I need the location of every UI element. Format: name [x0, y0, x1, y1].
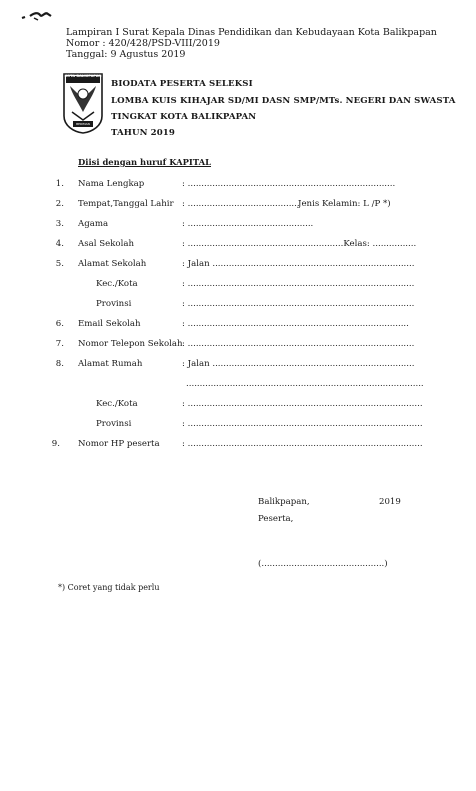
form-row: [0, 419, 476, 433]
form-row: [0, 199, 476, 213]
form-row: [0, 399, 476, 413]
row-fill-line[interactable]: : ......................................................................................: [182, 399, 423, 409]
row-fill-line[interactable]: : ......................................................................................: [182, 419, 423, 429]
title-line-3: TINGKAT KOTA BALIKPAPAN: [111, 112, 257, 122]
instruction-capital-letters: Diisi dengan huruf KAPITAL: [78, 157, 212, 167]
row-number: 2.: [55, 199, 64, 209]
row-fill-line[interactable]: : ...................................................................................: [182, 299, 415, 309]
header-number-line: Nomor : 420/428/PSD-VIII/2019: [66, 38, 220, 49]
form-row: [0, 239, 476, 253]
title-line-1: BIODATA PESERTA SELEKSI: [111, 79, 253, 89]
form-row: [0, 319, 476, 333]
signature-name-blank[interactable]: (.............................................): [258, 559, 388, 569]
row-number: 7.: [55, 339, 64, 349]
form-row: [0, 359, 476, 373]
form-row: [0, 219, 476, 233]
row-label: Nomor Telepon Sekolah: [78, 339, 183, 349]
row-label: Kec./Kota: [96, 399, 138, 409]
emblem-bottom-text: BERIMAN: [76, 122, 90, 126]
row-number: 9.: [51, 439, 60, 449]
row-number: 6.: [55, 319, 64, 329]
row-label: Email Sekolah: [78, 319, 141, 329]
footnote: *) Coret yang tidak perlu: [58, 583, 160, 592]
row-fill-line[interactable]: : ...................................................................................: [182, 339, 415, 349]
row-label: Tempat,Tanggal Lahir: [78, 199, 174, 209]
row-label: Nama Lengkap: [78, 179, 145, 189]
form-row: [0, 339, 476, 353]
row-number: 5.: [55, 259, 64, 269]
form-row: [0, 379, 476, 393]
row-fill-line[interactable]: : ...................................................................................: [182, 279, 415, 289]
row-fill-line[interactable]: : ............................................................................: [182, 179, 396, 189]
form-row: [0, 439, 476, 453]
row-label: Provinsi: [96, 419, 132, 429]
header-attachment-line: Lampiran I Surat Kepala Dinas Pendidikan dan Kebudayaan Kota Balikpapan: [66, 27, 437, 38]
row-label: Alamat Sekolah: [78, 259, 147, 269]
signature-year: 2019: [379, 497, 401, 507]
title-line-2: LOMBA KUIS KIHAJAR SD/MI DASN SMP/MTs. NEGERI DAN SWASTA: [111, 96, 456, 106]
row-fill-line[interactable]: : Jalan ..........................................................................: [182, 259, 415, 269]
emblem-top-text: KOTA BALIKPAPAN: [64, 74, 102, 78]
row-fill-line[interactable]: : .................................................................................: [182, 319, 409, 329]
row-label: Alamat Rumah: [78, 359, 143, 369]
row-fill-line[interactable]: : ..............................................: [182, 219, 314, 229]
row-number: 3.: [55, 219, 64, 229]
form-row: [0, 299, 476, 313]
row-fill-line[interactable]: : .........................................................Kelas: ................: [182, 239, 417, 249]
form-row: [0, 259, 476, 273]
gender-field[interactable]: Jenis Kelamin: L /P *): [298, 199, 391, 209]
row-fill-line[interactable]: : .........................................: [182, 199, 300, 209]
row-number: 1.: [55, 179, 64, 189]
row-label: Asal Sekolah: [78, 239, 134, 249]
row-label: Provinsi: [96, 299, 132, 309]
row-fill-line[interactable]: : Jalan ..........................................................................: [182, 359, 415, 369]
header-date-line: Tanggal: 9 Agustus 2019: [66, 49, 186, 60]
form-row: [0, 179, 476, 193]
row-label: Agama: [78, 219, 109, 229]
row-fill-line[interactable]: : ......................................................................................: [182, 439, 423, 449]
ink-scribble-mark: [20, 8, 54, 24]
row-label: Nomor HP peserta: [78, 439, 160, 449]
row-label: Kec./Kota: [96, 279, 138, 289]
signature-role: Peserta,: [258, 514, 294, 524]
row-number: 8.: [55, 359, 64, 369]
title-line-4: TAHUN 2019: [111, 128, 175, 138]
row-fill-line[interactable]: .......................................................................................: [186, 379, 424, 389]
signature-place: Balikpapan,: [258, 497, 310, 507]
form-row: [0, 279, 476, 293]
row-number: 4.: [55, 239, 64, 249]
